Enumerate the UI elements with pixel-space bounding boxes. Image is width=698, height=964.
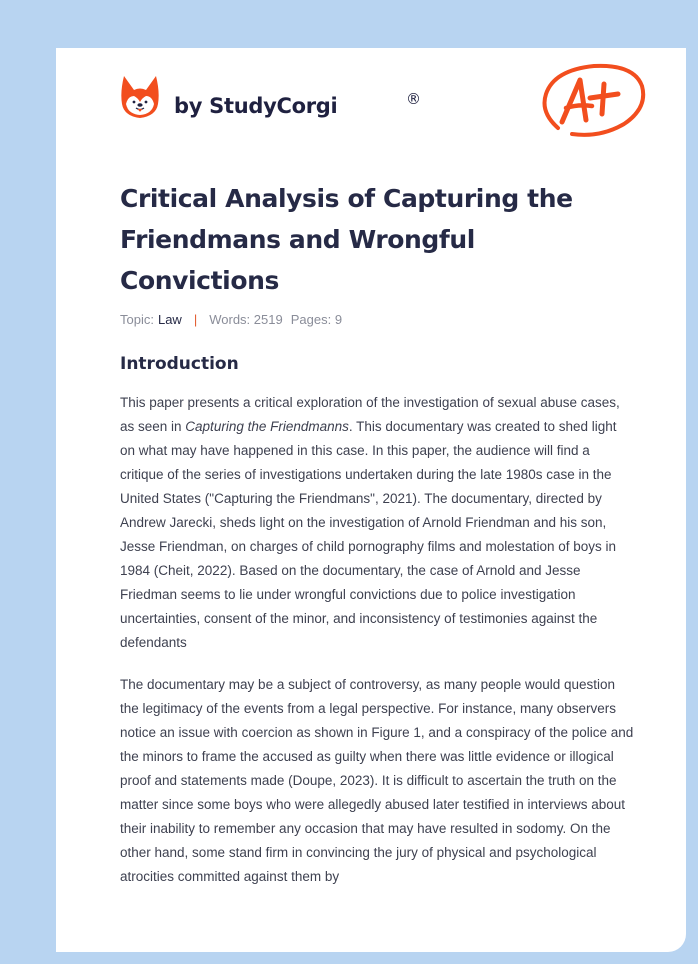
words-value: 2519 (253, 312, 283, 327)
studycorgi-logo[interactable] (120, 74, 337, 120)
logo-text: by StudyCorgi (174, 94, 338, 118)
registered-mark: ® (406, 90, 421, 108)
corgi-logo-icon (120, 74, 160, 120)
meta-separator: | (193, 312, 198, 327)
pages-value: 9 (334, 312, 343, 327)
documentary-title-italic: Capturing the Friendmanns (185, 419, 349, 434)
topic-value[interactable]: Law (157, 312, 182, 327)
topic-label: Topic: (120, 312, 154, 327)
words-label: Words: (209, 312, 251, 327)
section-heading-introduction: Introduction (120, 354, 239, 374)
paragraph-text: . This documentary was created to shed light on what may have happened in this case. In this paper, the audience will find a critique of the series of investigations undertaken during the late 1980s case in the United States ("Capturing the Friendmans", 2021). The documentary, directed by Andrew Jarecki, sheds light on the investigation of Arnold Friendman and his son, Jesse Friendman, on charges of child pornography films and molestation of boys in 1984 (Cheit, 2022). Based on the documentary, the case of Arnold and Jesse Friedman seems to lie under wrongful convictions due to police investigation uncertainties, consent of the minor, and inconsistency of testimonies against the defendants (120, 419, 617, 650)
paragraph (120, 391, 634, 655)
paragraph: The documentary may be a subject of controversy, as many people would question the legitimacy of the events from a legal perspective. For instance, many observers notice an issue with coercion as shown in Figure 1, and a conspiracy of the police and the minors to frame the accused as guilty when there was little evidence or illogical proof and statements made (Doupe, 2023). It is difficult to ascertain the truth on the matter since some boys who were allegedly abused later testified in interviews about their inability to remember any occasion that may have resulted in sodomy. On the other hand, some stand firm in convincing the jury of physical and psychological atrocities committed against them by (120, 677, 634, 884)
document-card (56, 48, 686, 952)
document-meta (120, 312, 342, 327)
header (120, 74, 660, 154)
a-plus-grade-icon (538, 60, 648, 140)
paragraph-text: This paper presents a critical exploration of the investigation of sexual abuse cases, as seen in (120, 395, 620, 434)
section-body (120, 391, 634, 907)
pages-label: Pages: (290, 312, 332, 327)
document-title: Critical Analysis of Capturing the Friendmans and Wrongful Convictions (120, 184, 573, 295)
